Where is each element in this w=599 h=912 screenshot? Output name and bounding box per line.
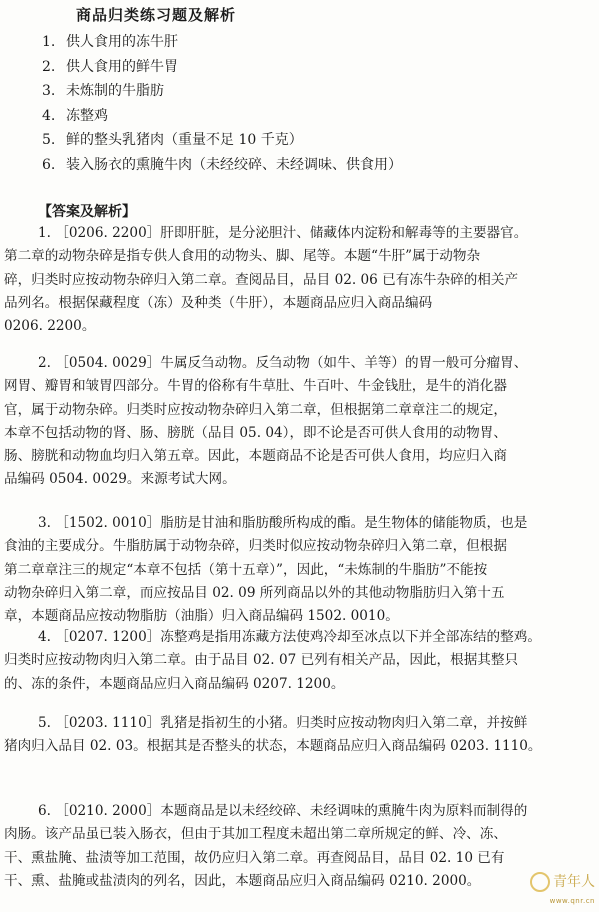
question-item — [42, 79, 402, 104]
answers-heading: 【答案及解析】 — [38, 204, 136, 220]
question-list — [42, 30, 402, 177]
answer-line: 品列名。根据保藏程度（冻）及种类（牛肝），本题商品应归入商品编码 — [4, 294, 433, 311]
answer-line: 猪肉归入品目 02. 03。根据其是否整头的状态，本题商品应归入商品编码 0203. 1110。 — [4, 738, 542, 755]
answer-line: 本章不包括动物的肾、肠、膀胱（品目 05. 04），即不论是否可供人食用的动物胃、 — [4, 424, 507, 441]
question-number: 1. — [42, 34, 56, 50]
question-text: 未炼制的牛脂肪 — [66, 83, 164, 99]
answer-line: 2. ［0504. 0029］牛属反刍动物。反刍动物（如牛、羊等）的胃一般可分瘤胃、 — [38, 355, 528, 371]
answer-line: 干、熏盐腌、盐渍等加工范围，故仍应归入第二章。再查阅品目，品目 02. 10 已有 — [4, 849, 505, 866]
answer-line: 食油的主要成分。牛脂肪属于动物杂碎，归类时似应按动物杂碎归入第二章，但根据 — [4, 538, 507, 555]
answer-line: 肉肠。该产品虽已装入肠衣，但由于其加工程度未超出第二章所规定的鲜、冷、冻、 — [4, 826, 507, 843]
answer-line: 网胃、瓣胃和皱胃四部分。牛胃的俗称有牛草肚、牛百叶、牛金钱肚，是牛的消化器 — [4, 378, 507, 395]
watermark-url: www.qnr.cn — [549, 897, 595, 905]
question-number: 5. — [42, 132, 56, 148]
answer-line: 6. ［0210. 2000］本题商品是以未经绞碎、未经调味的熏腌牛肉为原料而制得的 — [38, 803, 528, 819]
watermark-logo-icon — [530, 872, 550, 892]
question-text: 供人食用的鲜牛胃 — [66, 58, 178, 75]
watermark-text: 青年人 — [553, 874, 595, 890]
answer-line: 官，属于动物杂碎。归类时应按动物杂碎归入第二章，但根据第二章章注二的规定， — [4, 401, 507, 418]
answer-line: 归类时应按动物肉归入第二章。由于品目 02. 07 已列有相关产品，因此，根据其整只 — [4, 652, 519, 669]
question-item — [42, 104, 402, 129]
answer-paragraph-5 — [4, 712, 595, 759]
answer-line: 品编码 0504. 0029。来源考试大网。 — [4, 471, 236, 488]
answer-line: 的、冻的条件，本题商品应归入商品编码 0207. 1200。 — [4, 675, 345, 692]
answer-line: 肠、膀胱和动物血均归入第五章。因此，本题商品不论是否可供人食用，均应归入商 — [4, 448, 507, 465]
question-text: 装入肠衣的熏腌牛肉（未经绞碎、未经调味、供食用） — [66, 156, 402, 173]
answer-line: 第二章章注三的规定“本章不包括（第十五章）”，因此，“未炼制的牛脂肪”不能按 — [4, 561, 488, 578]
question-item — [42, 30, 402, 55]
answer-line: 3. ［1502. 0010］脂肪是甘油和脂肪酸所构成的酯。是生物体的储能物质，也是 — [38, 515, 528, 531]
answer-line: 5. ［0203. 1110］乳猪是指初生的小猪。归类时应按动物肉归入第二章，并按鲜 — [38, 715, 528, 731]
answer-paragraph-4 — [4, 626, 595, 696]
question-number: 4. — [42, 107, 56, 124]
answer-line: 0206. 2200。 — [4, 318, 96, 335]
answer-line: 4. ［0207. 1200］冻整鸡是指用冻藏方法使鸡冷却至冰点以下并全部冻结的整鸡。 — [38, 629, 541, 645]
page-title: 商品归类练习题及解析 — [76, 6, 237, 24]
answer-paragraph-6 — [4, 800, 595, 893]
question-item — [42, 55, 402, 80]
question-number: 3. — [42, 83, 56, 99]
question-text: 供人食用的冻牛肝 — [66, 34, 178, 50]
answer-line: 干、熏、盐腌或盐渍肉的列名，因此，本题商品应归入商品编码 0210. 2000。 — [4, 872, 481, 889]
answer-paragraph-2 — [4, 352, 595, 492]
answer-paragraph-3 — [4, 512, 595, 628]
question-text: 冻整鸡 — [66, 107, 108, 124]
answer-line: 动物杂碎归入第二章，而应按品目 02. 09 所列商品以外的其他动物脂肪归入第十五 — [4, 584, 505, 601]
question-item — [42, 153, 402, 178]
answer-line: 章，本题商品应按动物脂肪（油脂）归入商品编码 1502. 0010。 — [4, 608, 399, 625]
question-number: 6. — [42, 156, 56, 173]
answer-line: 碎，归类时应按动物杂碎归入第二章。查阅品目，品目 02. 06 已有冻牛杂碎的相关产 — [4, 271, 519, 288]
question-number: 2. — [42, 58, 56, 75]
question-item — [42, 128, 402, 153]
answer-paragraph-1 — [4, 222, 595, 338]
question-text: 鲜的整头乳猪肉（重量不足 10 千克） — [66, 132, 303, 148]
answer-line: 1. ［0206. 2200］肝即肝脏，是分泌胆汁、储藏体内淀粉和解毒等的主要器官。 — [38, 225, 528, 241]
site-watermark — [530, 872, 595, 908]
answer-line: 第二章的动物杂碎是指专供人食用的动物头、脚、尾等。本题“牛肝”属于动物杂 — [4, 248, 481, 265]
